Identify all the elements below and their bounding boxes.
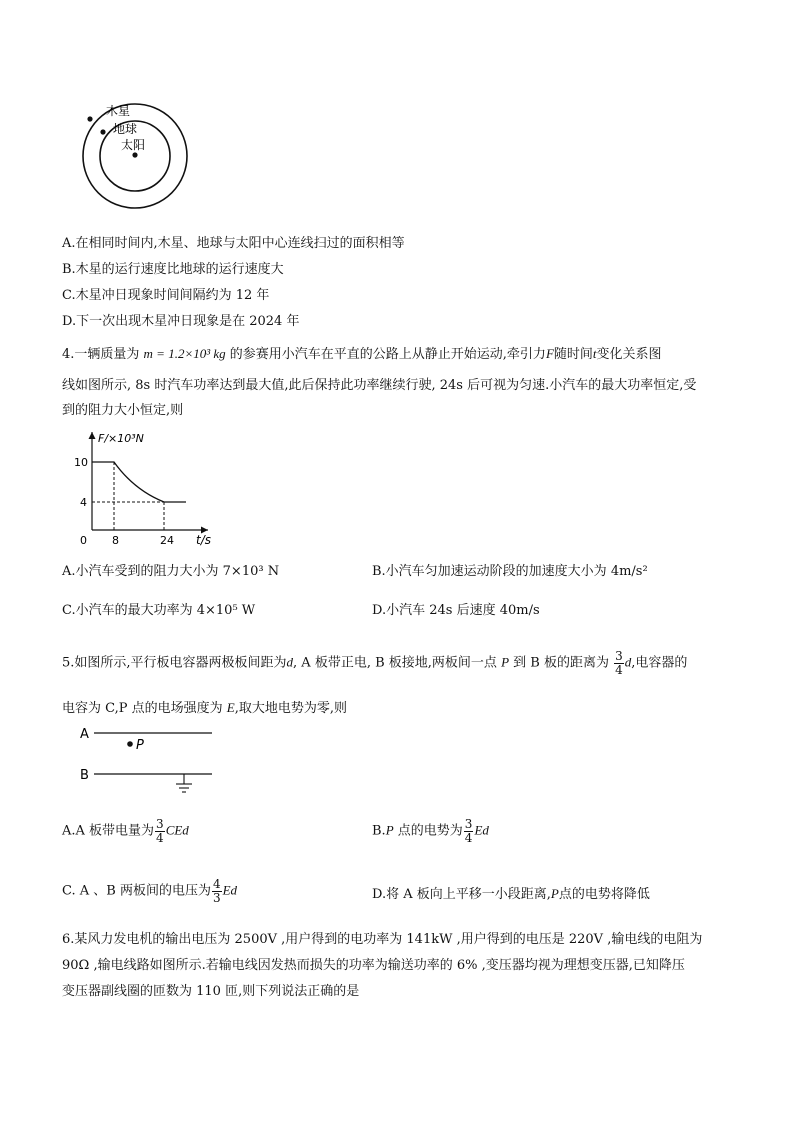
q5-opt-a-text: A.A 板带电量为	[62, 823, 155, 839]
frac-num: 4	[212, 877, 221, 891]
sun-dot	[132, 152, 137, 157]
q5-opt-c-text: C. A 、B 两板间的电压为	[62, 883, 211, 899]
q4-line-3: 到的阻力大小恒定,则	[62, 403, 184, 418]
frac-den: 3	[212, 890, 221, 905]
x-tick-24: 24	[160, 534, 174, 547]
sun-label: 太阳	[121, 138, 146, 152]
q5-opt-d-end: 点的电势将降低	[558, 887, 650, 902]
q5-opt-c-expr: Ed	[222, 882, 238, 898]
q5-intro: 5.如图所示,平行板电容器两极板间距为	[62, 655, 287, 671]
q5-line-2	[62, 700, 347, 717]
q4-option-b: B.小汽车匀加速运动阶段的加速度大小为 4m/s²	[372, 564, 648, 579]
q3-option-d: D.下一次出现木星冲日现象是在 2024 年	[62, 314, 300, 329]
y-tick-4: 4	[80, 496, 87, 509]
q6-line-2: 90Ω ,输电线路如图所示.若输电线因发热而损失的功率为输送功率的 6% ,变压器均视为理想变压器,已知降压	[62, 958, 685, 973]
q4-option-c: C.小汽车的最大功率为 4×10⁵ W	[62, 603, 256, 618]
q3-option-b: B.木星的运行速度比地球的运行速度大	[62, 262, 284, 277]
q5-d-symbol: d	[286, 654, 294, 670]
q3-option-a: A.在相同时间内,木星、地球与太阳中心连线扫过的面积相等	[62, 236, 405, 251]
frac-num: 3	[464, 817, 473, 831]
origin-label: 0	[80, 534, 87, 547]
force-time-graph	[70, 426, 230, 550]
q4-text: 的参赛用小汽车在平直的公路上从静止开始运动,牵引力	[229, 347, 546, 362]
q4-mass: m = 1.2×10³ kg	[143, 346, 226, 361]
frac-den: 4	[156, 830, 164, 845]
q5-opt-d-text: D.将 A 板向上平移一小段距离,	[372, 887, 551, 902]
q4-option-a: A.小汽车受到的阻力大小为 7×10³ N	[62, 564, 280, 579]
ground-icon	[176, 774, 192, 792]
q5-opt-a-expr: CEd	[165, 822, 189, 838]
jupiter-dot	[87, 116, 92, 121]
x-tick-8: 8	[112, 534, 119, 547]
q5-e-symbol: E	[226, 700, 235, 715]
q5-frac-num: 3	[615, 649, 623, 663]
force-curve	[92, 462, 186, 502]
q5-end: ,电容器的	[631, 655, 688, 671]
q4-line-1	[62, 346, 662, 363]
q5-opt-d-p: P	[550, 886, 559, 901]
q4-end: 变化关系图	[596, 347, 662, 362]
q5-frac-den: 4	[615, 662, 623, 677]
q3-option-c: C.木星冲日现象时间间隔约为 12 年	[62, 288, 270, 303]
plate-b-label: B	[80, 768, 89, 783]
q4-intro: 4.一辆质量为	[62, 347, 140, 362]
q5-fraction	[614, 650, 624, 676]
earth-label: 地球	[113, 122, 138, 136]
plate-a-label: A	[80, 727, 89, 742]
q5-option-d	[372, 886, 650, 903]
q4-mid: 随时间	[553, 347, 593, 362]
x-axis-label: t/s	[196, 533, 211, 547]
q5-opt-a-frac	[155, 818, 165, 844]
frac-num: 3	[156, 817, 164, 831]
q5-opt-c-frac	[212, 878, 222, 904]
q4-line-2: 线如图所示, 8s 时汽车功率达到最大值,此后保持此功率继续行驶, 24s 后可视为匀速.小汽车的最大功率恒定,受	[62, 378, 697, 393]
point-p-label: P	[136, 738, 144, 753]
q5-opt-b-p: P	[385, 822, 394, 838]
q4-option-d: D.小汽车 24s 后速度 40m/s	[372, 603, 540, 618]
q4-t-symbol: t	[592, 346, 597, 361]
earth-dot	[100, 129, 105, 134]
capacitor-figure	[74, 722, 224, 802]
frac-den: 4	[464, 830, 473, 845]
point-p-dot	[127, 741, 133, 747]
q5-mid: , A 板带正电, B 板接地,两板间一点	[293, 655, 497, 671]
q5-opt-b-expr: Ed	[474, 822, 489, 838]
q5-d-symbol-2: d	[624, 654, 632, 670]
q5-option-b	[372, 818, 489, 844]
q5-opt-b-mid: 点的电势为	[397, 823, 463, 839]
q5-opt-b-pre: B.	[372, 823, 386, 839]
q5-option-a	[62, 818, 189, 844]
q5-mid2: 到 B 板的距离为	[513, 655, 609, 671]
q5-p-symbol: P	[501, 654, 510, 670]
q5-option-c	[62, 878, 237, 904]
orbit-figure	[66, 100, 216, 210]
y-axis-label: F/×10³N	[98, 432, 144, 445]
q5-line-1	[62, 650, 687, 676]
q6-line-3: 变压器副线圈的匝数为 110 匝,则下列说法正确的是	[62, 984, 360, 999]
q6-line-1: 6.某风力发电机的输出电压为 2500V ,用户得到的电功率为 141kW ,用户得到的电压是 220V ,输电线的电阻为	[62, 932, 703, 947]
jupiter-label: 木星	[106, 104, 131, 118]
q5-line2-text: 电容为 C,P 点的电场强度为	[62, 701, 223, 716]
q5-opt-b-frac	[464, 818, 474, 844]
y-tick-10: 10	[74, 456, 88, 469]
q5-line2-end: ,取大地电势为零,则	[234, 701, 347, 716]
q4-f-symbol: F	[545, 346, 554, 361]
